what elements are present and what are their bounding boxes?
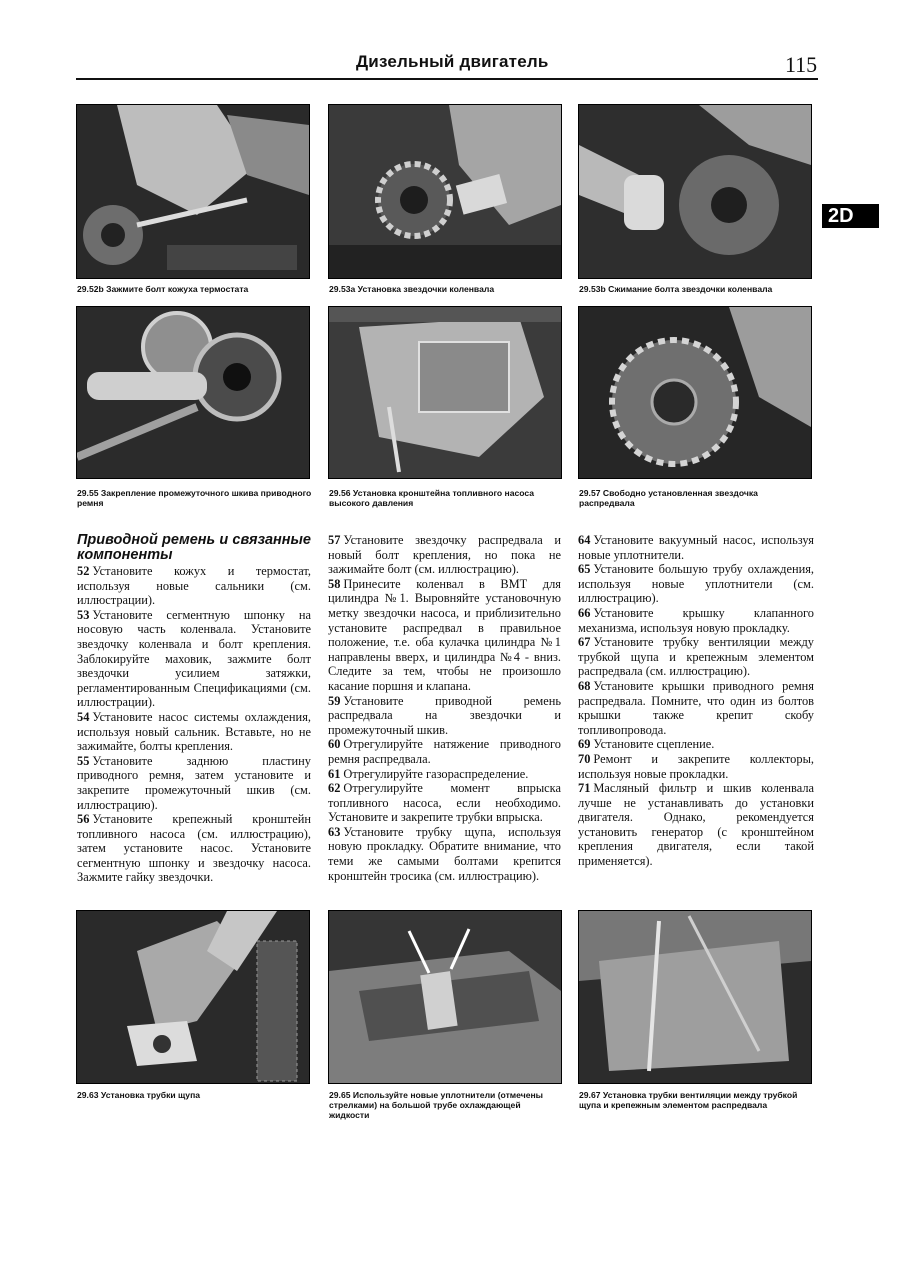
step-number: 59 (328, 693, 341, 708)
step-text: Установите насос системы охлаждения, используя новый сальник. Вставьте, но не зажимайте, болты крепления. (77, 709, 311, 754)
step-number: 70 (578, 751, 591, 766)
step-61 (328, 767, 561, 782)
page-header-title: Дизельный двигатель (356, 52, 549, 71)
step-63 (328, 825, 561, 883)
figure-caption-29-56: 29.56 Установка кронштейна топливного насоса высокого давления (329, 488, 535, 508)
step-number: 55 (77, 753, 90, 768)
step-number: 52 (77, 564, 90, 578)
step-text: Установите крышку клапанного механизма, используя новую прокладку. (578, 605, 814, 635)
step-number: 62 (328, 781, 341, 796)
figure-photo-29-53a (328, 104, 562, 279)
figure-photo-29-53b (578, 104, 812, 279)
step-number: 53 (77, 607, 90, 622)
step-71 (578, 781, 814, 869)
step-text: Установите сцепление. (593, 737, 715, 752)
step-number: 66 (578, 605, 591, 620)
step-text: Установите вакуумный насос, используя новые уплотнители. (578, 533, 814, 562)
step-52 (77, 564, 311, 608)
step-62 (328, 781, 561, 825)
step-58 (328, 577, 561, 694)
step-text: Принесите коленвал в ВМТ для цилиндра №1. Выровняйте установочную метку звездочки насоса, и приблизительно установите распредвал в правильное положение, т.е. оба кулачка цилиндра №1 направлены вверх, и цилиндра №4 - вниз. Следите за тем, чтобы не произошло касание поршня и клапана. (328, 576, 561, 693)
figure-photo-29-67 (578, 910, 812, 1084)
step-60 (328, 737, 561, 766)
step-number: 65 (578, 562, 591, 577)
text-column-3 (578, 533, 814, 869)
step-59 (328, 694, 561, 738)
chapter-tab: 2D (822, 204, 879, 228)
text-column-2 (328, 533, 561, 883)
figure-caption-29-63: 29.63 Установка трубки щупа (77, 1090, 201, 1100)
step-57 (328, 533, 561, 577)
step-68 (578, 679, 814, 737)
step-number: 67 (578, 635, 591, 650)
step-number: 56 (77, 812, 90, 827)
page-number: 115 (785, 52, 818, 77)
step-text: Установите заднюю пластину приводного ремня, затем установите и закрепите промежуточный шкив (см. иллюстрацию). (77, 753, 311, 812)
step-56 (77, 812, 311, 885)
step-64 (578, 533, 814, 562)
step-66 (578, 606, 814, 635)
step-number: 60 (328, 737, 341, 752)
figure-caption-29-53a: 29.53a Установка звездочки коленвала (329, 284, 495, 294)
step-text: Отрегулируйте момент впрыска топливного насоса, если необходимо. Установите и закрепите трубки впрыска. (328, 781, 561, 825)
header-rule (76, 78, 818, 80)
text-column-1 (77, 533, 311, 885)
step-number: 68 (578, 678, 591, 693)
figure-photo-29-65 (328, 910, 562, 1084)
figure-caption-29-67: 29.67 Установка трубки вентиляции между трубкой щупа и крепежным элементом распредвала (579, 1090, 798, 1110)
figure-caption-29-52b: 29.52b Зажмите болт кожуха термостата (77, 284, 249, 294)
step-70 (578, 752, 814, 781)
step-text: Установите сегментную шпонку на носовую часть коленвала. Установите звездочку коленвала и болт крепления. Заблокируйте маховик, зажмите болт звездочки усилием затяжки, регламентированным Спецификациями (см. иллюстрации). (77, 607, 311, 710)
step-number: 57 (328, 533, 341, 547)
figure-caption-29-65: 29.65 Используйте новые уплотнители (отмечены стрелками) на большой трубе охлаждающей жидкости (329, 1090, 544, 1120)
figure-caption-29-55: 29.55 Закрепление промежуточного шкива приводного ремня (77, 488, 312, 508)
step-text: Установите звездочку распредвала и новый болт крепления, но пока не зажимайте болт (см. иллюстрацию). (328, 533, 561, 577)
step-text: Ремонт и закрепите коллекторы, используя новые прокладки. (578, 751, 814, 781)
step-text: Установите крышки приводного ремня распредвала. Помните, что один из болтов крышки также крепит скобу топливопровода. (578, 678, 814, 737)
step-number: 69 (578, 737, 591, 752)
step-text: Отрегулируйте натяжение приводного ремня распредвала. (328, 737, 561, 766)
step-number: 61 (328, 766, 341, 781)
step-53 (77, 608, 311, 710)
step-text: Отрегулируйте газораспределение. (343, 766, 529, 781)
step-text: Масляный фильтр и шкив коленвала лучше не устанавливать до установки двигателя. Однако, рекомендуется установить генератор (с кронштейном крепления двигателя, если такой применяется). (578, 781, 814, 869)
figure-caption-29-57: 29.57 Свободно установленная звездочка распредвала (579, 488, 758, 508)
step-text: Установите приводной ремень распредвала на звездочки и промежуточный шкив. (328, 693, 561, 737)
step-65 (578, 562, 814, 606)
step-54 (77, 710, 311, 754)
step-number: 58 (328, 576, 341, 591)
step-number: 63 (328, 824, 341, 839)
figure-photo-29-57 (578, 306, 812, 479)
step-text: Установите трубку вентиляции между трубкой щупа и крепежным элементом распредвала (см. иллюстрацию). (578, 635, 814, 679)
figure-photo-29-63 (76, 910, 310, 1084)
figure-photo-29-52b (76, 104, 310, 279)
figure-photo-29-55 (76, 306, 310, 479)
step-number: 64 (578, 533, 591, 547)
figure-photo-29-56 (328, 306, 562, 479)
step-67 (578, 635, 814, 679)
step-text: Установите трубку щупа, используя новую прокладку. Обратите внимание, что теми же самыми болтами крепится кронштейн тросика (см. иллюстрацию). (328, 824, 561, 883)
step-number: 54 (77, 709, 90, 724)
step-text: Установите крепежный кронштейн топливного насоса (см. иллюстрацию), затем установите насос. Установите сегментную шпонку и звездочку насоса. Зажмите гайку звездочки. (77, 812, 311, 885)
step-text: Установите кожух и термостат, используя новые сальники (см. иллюстрации). (77, 564, 311, 608)
figure-caption-29-53b: 29.53b Сжимание болта звездочки коленвала (579, 284, 773, 294)
section-heading: Приводной ремень и связанные компоненты (77, 532, 311, 563)
step-text: Установите большую трубу охлаждения, используя новые уплотнители (см. иллюстрацию). (578, 562, 814, 606)
step-55 (77, 754, 311, 812)
step-69 (578, 737, 814, 752)
step-number: 71 (578, 781, 591, 796)
